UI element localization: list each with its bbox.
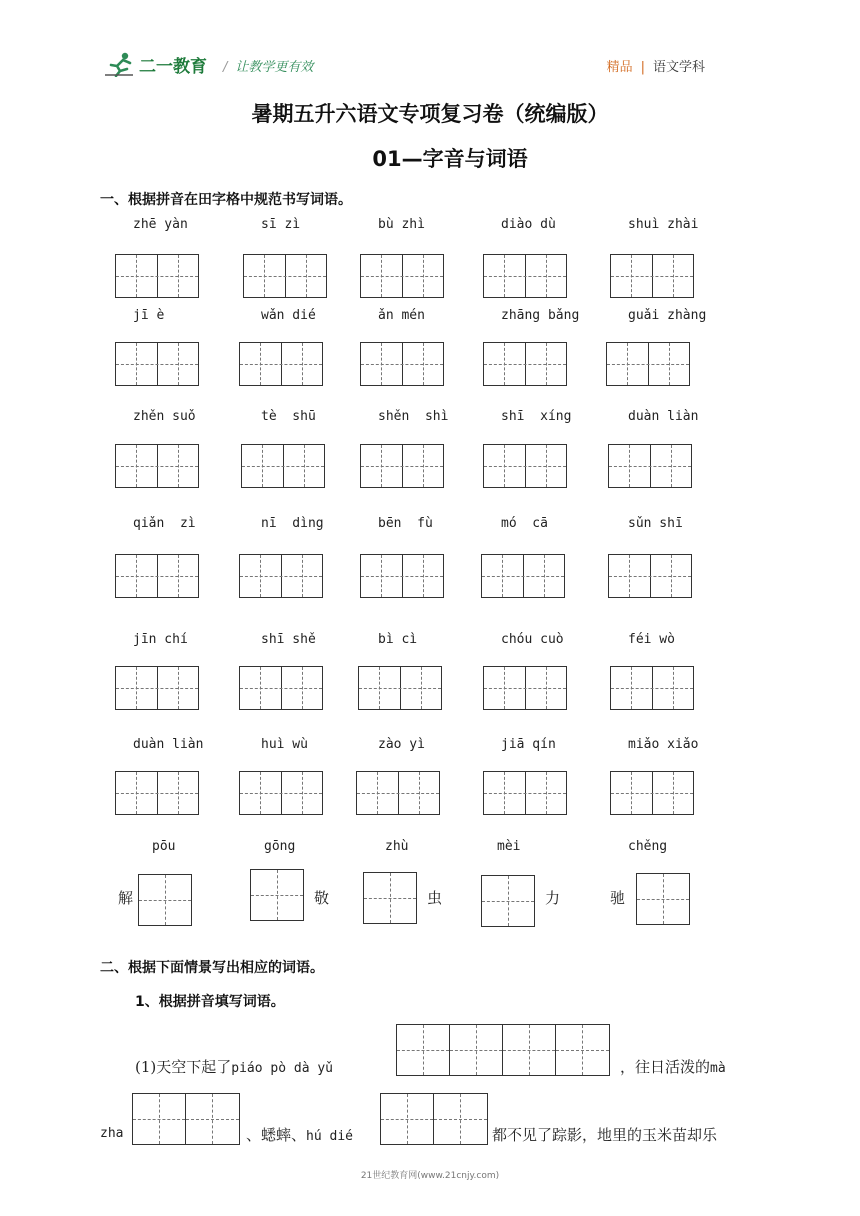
- q1-mid: ，往日活泼的mà: [620, 1058, 726, 1076]
- pinyin-label: huì wù: [261, 737, 308, 752]
- tianzige-box[interactable]: [608, 444, 692, 488]
- pinyin-label: diào dù: [501, 217, 556, 232]
- tianzige-box[interactable]: [483, 666, 567, 710]
- pinyin-label: pōu: [152, 839, 176, 854]
- pinyin-label: bù zhì: [378, 217, 425, 232]
- pinyin-label: jī è: [133, 308, 165, 323]
- q1-pinyin: piáo pò dà yǔ: [231, 1061, 333, 1076]
- pinyin-label: ǎn mén: [378, 308, 425, 323]
- pinyin-label: jīn chí: [133, 632, 188, 647]
- tianzige-box[interactable]: [360, 554, 444, 598]
- slogan-text: 让教学更有效: [235, 60, 314, 75]
- pinyin-label: shěn shì: [378, 409, 449, 424]
- pinyin-label: zhù: [385, 839, 409, 854]
- tianzige-box[interactable]: [608, 554, 692, 598]
- q1-prefix: (1)天空下起了piáo pò dà yǔ: [135, 1058, 333, 1076]
- pinyin-label: bì cì: [378, 632, 418, 647]
- tianzige-box[interactable]: [610, 254, 694, 298]
- single-tianzige-box[interactable]: [481, 875, 535, 927]
- pinyin-label: qiǎn zì: [133, 516, 196, 531]
- pinyin-label: shuì zhài: [628, 217, 699, 232]
- tianzige-box[interactable]: [483, 771, 567, 815]
- pinyin-label: sǔn shī: [628, 516, 683, 531]
- q1-line2-end: 都不见了踪影，地里的玉米苗却乐: [492, 1126, 718, 1144]
- tianzige-box[interactable]: [610, 666, 694, 710]
- pinyin-label: féi wò: [628, 632, 675, 647]
- given-char: 敬: [314, 889, 330, 907]
- given-char: 解: [118, 889, 134, 907]
- tianzige-box[interactable]: [606, 342, 690, 386]
- tianzige-box[interactable]: [483, 254, 567, 298]
- pinyin-label: duàn liàn: [133, 737, 204, 752]
- pinyin-label: chóu cuò: [501, 632, 564, 647]
- tianzige-box[interactable]: [241, 444, 325, 488]
- q1-line2-pinyin: zha: [100, 1126, 124, 1141]
- given-char: 虫: [427, 889, 443, 907]
- tianzige-box[interactable]: [356, 771, 440, 815]
- pinyin-label: wǎn dié: [261, 308, 316, 323]
- single-tianzige-box[interactable]: [138, 874, 192, 926]
- tianzige-box[interactable]: [239, 342, 323, 386]
- pinyin-label: nī dìng: [261, 516, 324, 531]
- tianzige-box[interactable]: [115, 342, 199, 386]
- quality-tag: 精品: [606, 60, 633, 75]
- tianzige-box[interactable]: [115, 666, 199, 710]
- pinyin-label: sī zì: [261, 217, 301, 232]
- tianzige-box[interactable]: [239, 554, 323, 598]
- pinyin-label: duàn liàn: [628, 409, 699, 424]
- tianzige-box[interactable]: [239, 666, 323, 710]
- single-tianzige-box[interactable]: [636, 873, 690, 925]
- pinyin-label: gōng: [264, 839, 296, 854]
- tianzige-box[interactable]: [483, 444, 567, 488]
- pinyin-label: miǎo xiǎo: [628, 737, 699, 752]
- page-subtitle: 01—字音与词语: [372, 147, 528, 171]
- logo: [105, 50, 207, 78]
- tianzige-box[interactable]: [115, 554, 199, 598]
- given-char: 驰: [610, 889, 626, 907]
- pinyin-label: mèi: [497, 839, 521, 854]
- pinyin-label: guǎi zhàng: [628, 308, 707, 323]
- pinyin-label: chěng: [628, 839, 668, 854]
- tianzige-box[interactable]: [243, 254, 327, 298]
- given-char: 力: [545, 889, 561, 907]
- page-header: [105, 48, 725, 84]
- section2-heading: 二、根据下面情景写出相应的词语。: [100, 960, 324, 976]
- subject-tag: 语文学科: [652, 60, 705, 75]
- q1-answer-box-3[interactable]: [380, 1093, 488, 1145]
- tianzige-box[interactable]: [360, 444, 444, 488]
- pinyin-label: mó cā: [501, 516, 548, 531]
- tianzige-box[interactable]: [481, 554, 565, 598]
- header-tags: 精品 | 语文学科: [606, 60, 705, 75]
- q1-line2-pinyin2: hú dié: [306, 1129, 353, 1144]
- tianzige-box[interactable]: [115, 771, 199, 815]
- q1-pinyin2: mà: [710, 1061, 726, 1076]
- pinyin-label: zhāng bǎng: [501, 308, 580, 323]
- pinyin-label: jiā qín: [501, 737, 556, 752]
- section1-heading: 一、根据拼音在田字格中规范书写词语。: [100, 192, 352, 208]
- single-tianzige-box[interactable]: [250, 869, 304, 921]
- tianzige-box[interactable]: [610, 771, 694, 815]
- pinyin-label: shī xíng: [501, 409, 572, 424]
- logo-text: 二一教育: [139, 56, 207, 77]
- tianzige-box[interactable]: [115, 254, 199, 298]
- pinyin-label: zào yì: [378, 737, 425, 752]
- tianzige-box[interactable]: [115, 444, 199, 488]
- section2-sub1: 1、根据拼音填写词语。: [135, 994, 285, 1010]
- pinyin-label: bēn fù: [378, 516, 433, 531]
- q1-answer-box[interactable]: [396, 1024, 610, 1076]
- runner-logo-icon: [105, 51, 135, 77]
- footer: 21世纪教育网(www.21cnjy.com): [360, 1171, 500, 1181]
- single-tianzige-box[interactable]: [363, 872, 417, 924]
- pinyin-label: zhē yàn: [133, 217, 188, 232]
- tianzige-box[interactable]: [358, 666, 442, 710]
- tianzige-box[interactable]: [239, 771, 323, 815]
- pinyin-label: shī shě: [261, 632, 316, 647]
- slogan: / 让教学更有效: [223, 60, 314, 75]
- page-title: 暑期五升六语文专项复习卷（统编版）: [251, 102, 609, 126]
- q1-answer-box-2[interactable]: [132, 1093, 240, 1145]
- tianzige-box[interactable]: [483, 342, 567, 386]
- q1-line2-mid: 、蟋蟀、hú dié: [246, 1126, 353, 1144]
- tianzige-box[interactable]: [360, 342, 444, 386]
- pinyin-label: tè shū: [261, 409, 316, 424]
- tianzige-box[interactable]: [360, 254, 444, 298]
- pinyin-label: zhěn suǒ: [133, 409, 196, 424]
